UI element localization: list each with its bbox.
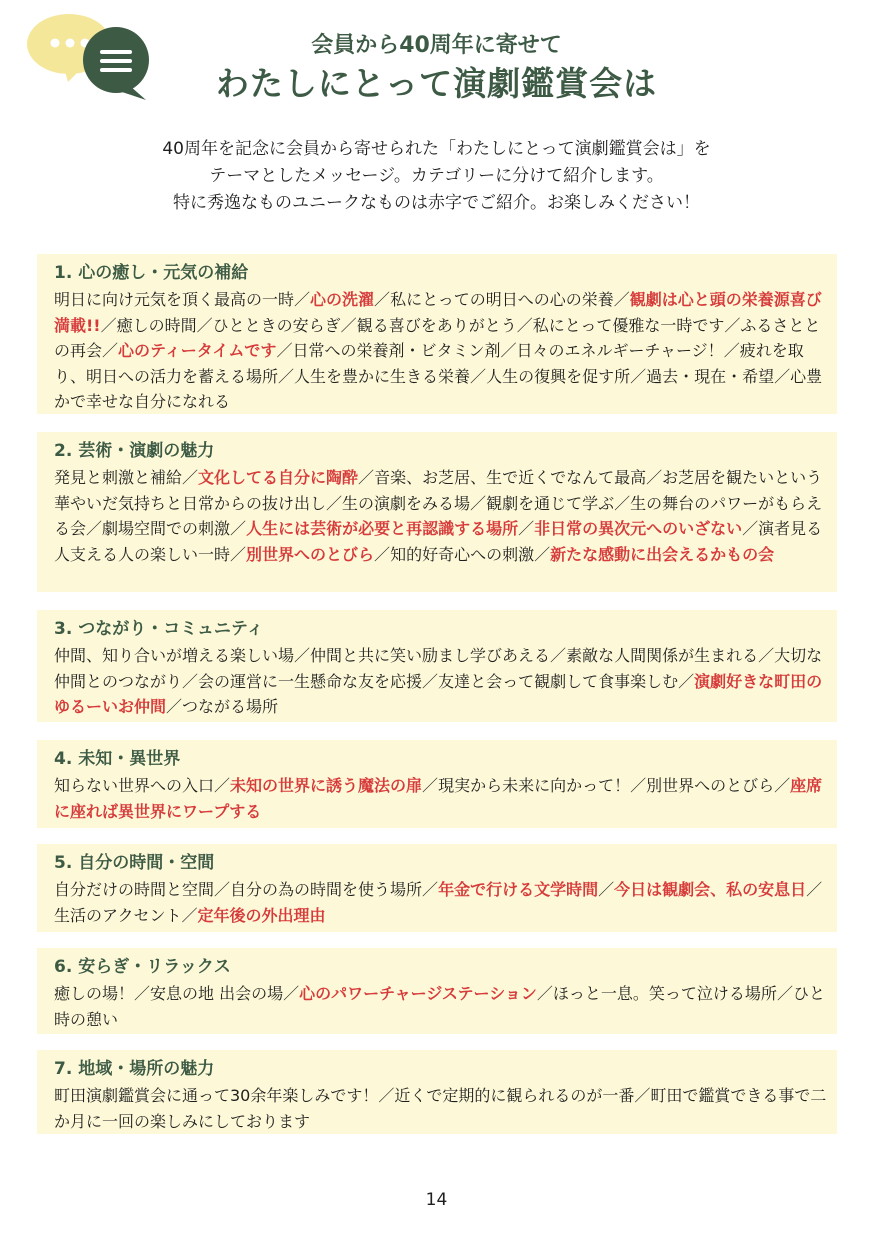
message-item: ひとときの安らぎ [212,315,341,335]
separator: ／ [214,776,231,795]
section-body [54,287,827,415]
message-item: 観る喜びをありがとう [356,315,517,335]
intro-line: テーマとしたメッセージ。カテゴリーに分けて紹介します。 [209,166,664,186]
separator: ／ [630,366,647,386]
message-item: 癒しの場！ [54,984,135,1003]
message-highlight: 別世界へのとびら [246,544,375,564]
separator: ／ [358,468,375,487]
message-item: 自分の為の時間を使う場所 [230,880,423,899]
section-title: 3. つながり・コミュニティ [54,619,264,639]
message-item: 過去・現在・希望 [646,366,775,386]
message-item: 知らない世界への入口 [54,776,215,795]
message-item: 生の舞台のパワーがもらえる会 [54,493,823,538]
separator: ／ [422,880,439,899]
separator: ／ [230,544,247,564]
message-highlight: 今日は観劇会、私の安息日 [614,880,807,899]
message-item: 別世界へのとびら [646,776,775,795]
separator: ／ [613,290,630,309]
separator: ／ [630,776,647,795]
separator: ／ [86,519,103,538]
separator: ／ [214,880,231,899]
message-item: ほっと一息。笑って泣ける場所 [552,984,777,1003]
message-item: 人生の復興を促す所 [486,366,631,386]
separator: ／ [758,646,775,665]
message-highlight: 未知の世界に誘う魔法の扉 [230,776,423,795]
message-item: 知的好奇心への刺激 [390,544,535,564]
separator: ／ [230,519,247,538]
separator: ／ [181,905,198,925]
separator: ／ [278,366,295,386]
separator: ／ [518,519,535,538]
message-item: 私にとっての明日への心の栄養 [390,290,614,309]
message-item: 素敵な人間関係が生まれる [566,646,759,665]
separator: ／ [166,697,183,716]
section-body [54,465,827,567]
message-item: 友達と会って観劇して食事楽しむ [438,671,679,691]
message-highlight: 新たな感動に出会えるかもの会 [550,544,775,564]
message-item: 現実から未来に向かって！ [438,776,631,795]
separator: ／ [536,984,553,1003]
separator: ／ [678,671,695,691]
message-item: 日常への栄養剤・ビタミン剤 [292,341,501,360]
separator: ／ [598,880,615,899]
page-subtitle: 会員から40周年に寄せて [311,33,562,58]
section-own-time [37,844,837,932]
separator: ／ [776,984,793,1003]
message-item: 劇場空間での刺激 [102,519,231,538]
intro-line: 特に秀逸なものユニークなものは赤字でご紹介。お楽しみください！ [173,193,700,213]
separator: ／ [470,493,487,513]
section-body [54,877,827,928]
separator: ／ [422,776,439,795]
section-unknown [37,740,837,828]
message-item: 町田で鑑賞できる事で二か月に一回の楽しみにしております [54,1086,827,1131]
separator: ／ [294,290,311,309]
section-body [54,773,827,824]
separator: ／ [196,315,213,335]
separator: ／ [182,671,199,691]
message-item: 観劇を通じて学ぶ [486,493,615,513]
message-highlight: 観劇は心と頭の栄養源喜び満載!! [54,290,822,335]
message-item: 仲間と共に笑い励まし学びあえる [310,646,551,665]
message-item: 仲間、知り合いが増える楽しい場 [54,646,295,665]
section-body [54,1083,827,1134]
separator: ／ [550,646,567,665]
separator: ／ [774,366,791,386]
intro-line: 40周年を記念に会員から寄せられた「わたしにとって演劇鑑賞会は」を [162,139,711,159]
separator: ／ [723,341,740,360]
message-item: ふるさととの再会 [54,315,821,360]
intro-text [0,136,873,217]
section-title: 7. 地域・場所の魅力 [54,1059,215,1079]
message-item: 明日に向け元気を頂く最高の一時 [54,290,295,309]
separator: ／ [374,544,391,564]
message-item: 癒しの時間 [116,315,197,335]
separator: ／ [614,493,631,513]
message-item: 安息の地 出会の場 [150,984,284,1003]
message-item: 会の運営に一生懸命な友を応援 [198,671,423,691]
section-body [54,643,827,720]
message-item: 疲れを取り、明日への活力を蓄える場所 [54,341,804,386]
message-item: 町田演劇鑑賞会に通って30余年楽しみです！ [54,1086,379,1105]
separator: ／ [294,646,311,665]
section-relax [37,948,837,1034]
separator: ／ [283,984,300,1003]
message-item: 自分だけの時間と空間 [54,880,215,899]
separator: ／ [646,468,663,487]
separator: ／ [102,341,119,360]
message-item: 発見と刺激と補給 [54,468,183,487]
separator: ／ [724,315,741,335]
section-body [54,981,827,1032]
message-highlight: 非日常の異次元へのいざない [534,519,743,538]
section-title: 5. 自分の時間・空間 [54,853,215,873]
message-highlight: 心の洗濯 [310,290,375,309]
separator: ／ [100,315,117,335]
separator: ／ [374,290,391,309]
section-region [37,1050,837,1134]
separator: ／ [378,1086,395,1105]
section-healing [37,254,837,414]
separator: ／ [500,341,517,360]
message-item: 音楽、お芝居、生で近くでなんて最高 [374,468,647,487]
message-item: 演者見る人支える人の楽しい一時 [54,519,823,564]
message-item: 大切な仲間とのつながり [54,646,823,691]
separator: ／ [742,519,759,538]
separator: ／ [774,776,791,795]
separator: ／ [134,984,151,1003]
page-title: わたしにとって演劇鑑賞会は [215,64,658,103]
separator: ／ [422,671,439,691]
message-item: ひと時の憩い [54,984,825,1029]
message-highlight: 年金で行ける文学時間 [438,880,599,899]
message-item: 私にとって優雅な一時です [532,315,725,335]
section-art [37,432,837,592]
separator: ／ [806,880,823,899]
message-highlight: 演劇好きな町田のゆるーいお仲間 [54,671,823,716]
message-highlight: 心のパワーチャージステーション [299,984,537,1003]
message-highlight: 人生には芸術が必要と再認識する場所 [246,519,519,538]
message-highlight: 文化してる自分に陶酔 [198,468,359,487]
section-title: 6. 安らぎ・リラックス [54,957,231,977]
section-title: 1. 心の癒し・元気の補給 [54,263,249,283]
message-item: 近くで定期的に観られるのが一番 [394,1086,635,1105]
message-item: 人生を豊かに生きる栄養 [294,366,471,386]
section-title: 4. 未知・異世界 [54,749,181,769]
separator: ／ [516,315,533,335]
message-item: 生の演劇をみる場 [342,493,471,513]
message-highlight: 座席に座れば異世界にワープする [54,776,823,821]
message-item: 生活のアクセント [54,905,182,925]
message-item: つながる場所 [182,697,279,716]
message-highlight: 定年後の外出理由 [197,905,326,925]
message-item: 日々のエネルギーチャージ！ [516,341,724,360]
section-title: 2. 芸術・演劇の魅力 [54,441,215,461]
separator: ／ [182,468,199,487]
separator: ／ [340,315,357,335]
separator: ／ [470,366,487,386]
page-number: 14 [425,1190,448,1210]
message-item: お芝居を観たいという華やいだ気持ちと日常からの抜け出し [54,468,823,513]
message-item: 心豊かで幸せな自分になれる [54,366,823,411]
section-community [37,610,837,722]
message-highlight: 心のティータイムです [118,341,277,360]
separator: ／ [634,1086,651,1105]
separator: ／ [326,493,343,513]
separator: ／ [276,341,293,360]
separator: ／ [534,544,551,564]
